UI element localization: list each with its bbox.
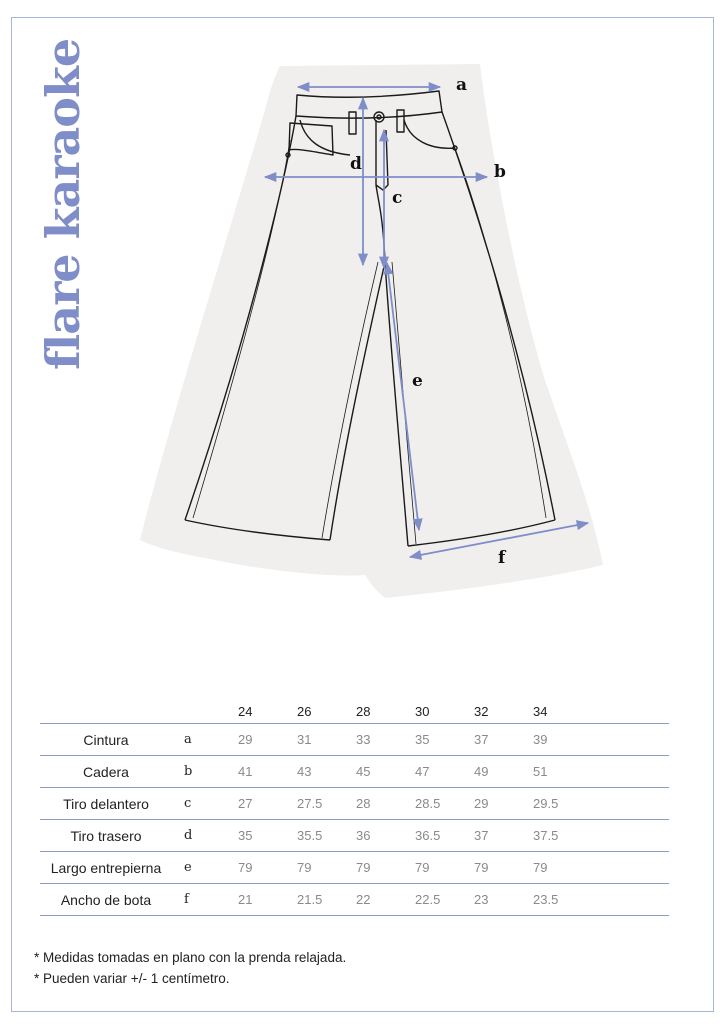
label-e: e [412, 371, 423, 391]
background-blob [140, 64, 603, 598]
table-cell: 37 [474, 732, 489, 747]
table-cell: 43 [297, 764, 312, 779]
table-cell: 28 [356, 796, 371, 811]
label-d: d [350, 154, 362, 174]
label-b: b [494, 162, 506, 182]
footnotes [34, 947, 346, 989]
table-row [40, 756, 669, 788]
footnote: * Pueden variar +/- 1 centímetro. [34, 971, 230, 986]
row-letter: f [184, 892, 189, 907]
row-letter: c [184, 796, 192, 811]
table-cell: 21 [238, 892, 253, 907]
table-cell: 35 [238, 828, 253, 843]
row-label: Cintura [83, 731, 129, 748]
label-c: c [392, 188, 403, 208]
label-f: f [498, 548, 506, 568]
size-table [40, 700, 669, 916]
table-cell: 41 [238, 764, 253, 779]
table-cell: 23.5 [533, 892, 559, 907]
table-cell: 28.5 [415, 796, 441, 811]
size-header: 24 [238, 704, 253, 719]
size-header: 26 [297, 704, 312, 719]
row-label: Ancho de bota [60, 891, 152, 908]
row-letter: b [184, 764, 193, 779]
table-cell: 22.5 [415, 892, 441, 907]
table-cell: 31 [297, 732, 312, 747]
table-cell: 23 [474, 892, 489, 907]
table-cell: 29 [474, 796, 489, 811]
product-title: flare karaoke [36, 38, 90, 370]
row-letter: d [184, 828, 193, 843]
table-cell: 47 [415, 764, 430, 779]
table-cell: 22 [356, 892, 371, 907]
table-row [40, 884, 669, 916]
size-header: 32 [474, 704, 489, 719]
label-a: a [456, 75, 468, 95]
row-letter: e [184, 860, 192, 875]
table-cell: 79 [415, 860, 430, 875]
table-cell: 36.5 [415, 828, 441, 843]
table-row [40, 852, 669, 884]
table-cell: 27.5 [297, 796, 323, 811]
table-cell: 33 [356, 732, 371, 747]
footnote: * Medidas tomadas en plano con la prenda relajada. [34, 950, 347, 965]
size-header-row [40, 700, 669, 724]
row-label: Tiro delantero [63, 795, 149, 812]
table-cell: 37 [474, 828, 489, 843]
table-cell: 79 [356, 860, 371, 875]
table-cell: 35 [415, 732, 430, 747]
table-cell: 79 [474, 860, 489, 875]
table-row [40, 724, 669, 756]
table-cell: 37.5 [533, 828, 559, 843]
table-cell: 79 [533, 860, 548, 875]
table-cell: 36 [356, 828, 371, 843]
table-cell: 79 [297, 860, 312, 875]
size-header: 28 [356, 704, 371, 719]
table-row [40, 788, 669, 820]
row-label: Cadera [83, 763, 129, 780]
size-header: 30 [415, 704, 430, 719]
table-row [40, 820, 669, 852]
row-letter: a [184, 732, 192, 747]
table-cell: 51 [533, 764, 548, 779]
size-header: 34 [533, 704, 548, 719]
table-cell: 29.5 [533, 796, 559, 811]
table-cell: 45 [356, 764, 371, 779]
table-cell: 29 [238, 732, 253, 747]
table-cell: 21.5 [297, 892, 323, 907]
table-cell: 35.5 [297, 828, 323, 843]
table-cell: 49 [474, 764, 489, 779]
table-cell: 27 [238, 796, 253, 811]
table-cell: 39 [533, 732, 548, 747]
row-label: Tiro trasero [70, 827, 142, 844]
row-label: Largo entrepierna [50, 859, 162, 876]
table-cell: 79 [238, 860, 253, 875]
